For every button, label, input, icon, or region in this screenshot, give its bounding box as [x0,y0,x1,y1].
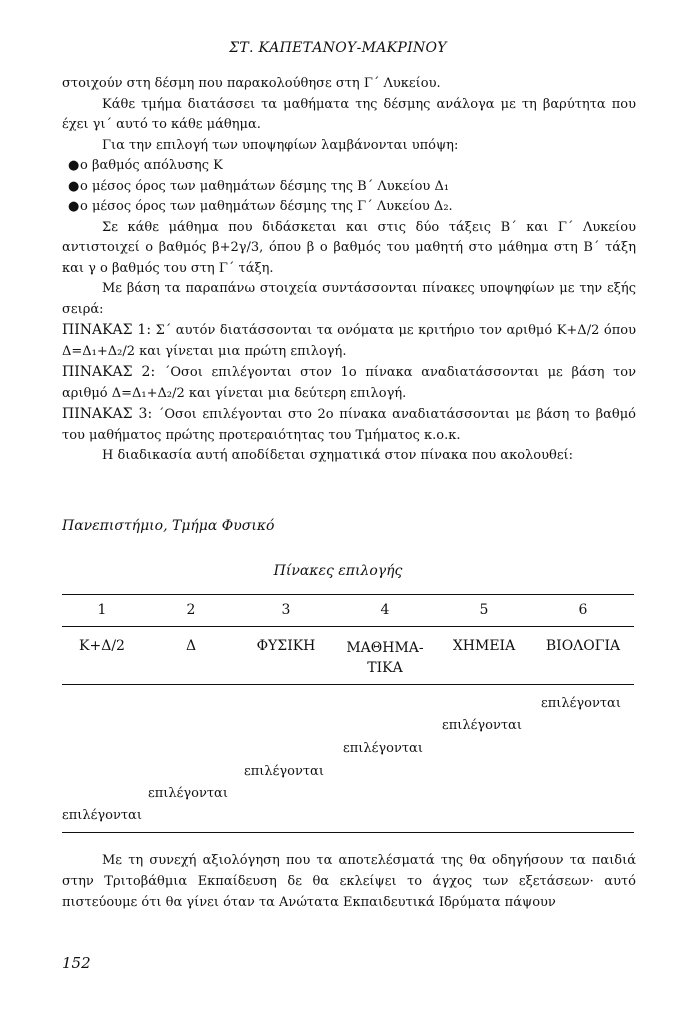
bullet-icon: ● [68,158,80,173]
column-header: ΧΗΜΕΙΑ [452,638,516,654]
column-number: 5 [479,602,489,618]
table-list-text: ΄Οσοι επιλέγονται στον 1ο πίνακα αναδιατάσσονται με βάση τον αριθμό Δ=Δ₁+Δ₂/2 και γίνεται μια δεύτερη επιλογή. [62,365,636,401]
paragraph: Με τη συνεχή αξιολόγηση που τα αποτελέσματά της θα οδηγήσουν τα παιδιά στην Τριτοβάθμια Εκπαίδευση δε θα εκλείψει το άγχος των εξετάσεων· αυτό πιστεύουμε ότι θα γίνει όταν τα Ανώτατα Εκπαιδευτικά Ιδρύματα πάψουν [62,853,636,910]
table-list-item [62,362,636,404]
column-number: 1 [97,602,107,618]
bullet-item [62,156,636,177]
column-header: ΒΙΟΛΟΓΙΑ [545,638,621,654]
column-number: 4 [380,602,390,618]
table-bottom-rule [62,832,634,833]
column-header: Δ [185,638,197,654]
table-body-rule [62,684,634,685]
table-header-rule [62,626,634,627]
paragraph: Σε κάθε μάθημα που διδάσκεται και στις δύο τάξεις Β΄ και Γ΄ Λυκείου αντιστοιχεί ο βαθμός β+2γ/3, όπου β ο βαθμός του μαθητή στο μάθημα στη Β΄ τάξη και γ ο βαθμός του στη Γ΄ τάξη. [62,219,636,276]
column-header: ΦΥΣΙΚΗ [256,638,316,654]
selected-label: επιλέγονται [541,696,621,711]
paragraph: Η διαδικασία αυτή αποδίδεται σχηματικά στον πίνακα που ακολουθεί: [102,448,574,463]
table-list-label: ΠΙΝΑΚΑΣ 3: [62,406,153,422]
bullet-text: ο μέσος όρος των μαθημάτων δέσμης της Β΄ Λυκείου Δ₁ [80,178,450,194]
table-list-item [62,404,636,446]
column-header: Κ+Δ/2 [79,638,125,654]
page-number: 152 [62,954,91,972]
paragraph: Για την επιλογή των υποψηφίων λαμβάνονται υπόψη: [102,137,459,153]
table-caption: Πανεπιστήμιο, Τμήμα Φυσικό [62,518,275,534]
bullet-text: ο μέσος όρος των μαθημάτων δέσμης της Γ΄ Λυκείου Δ₂. [80,199,453,214]
bullet-item [62,197,636,218]
column-number: 2 [186,602,196,618]
closing-text [62,850,636,913]
table-list-item [62,320,636,362]
selected-label: επιλέγονται [343,741,423,756]
bullet-icon: ● [68,178,80,194]
bullet-text: ο βαθμός απόλυσης Κ [80,158,223,173]
column-number: 6 [578,602,588,618]
selected-label: επιλέγονται [62,808,142,823]
column-header: ΜΑΘΗΜΑ- ΤΙΚΑ [346,640,424,676]
bullet-icon: ● [68,199,80,214]
paragraph: Με βάση τα παραπάνω στοιχεία συντάσσονται πίνακες υποψηφίων με την εξής σειρά: [62,281,636,317]
table-list-text: Σ΄ αυτόν διατάσσονται τα ονόματα με κριτήριο τον αριθμό Κ+Δ/2 όπου Δ=Δ₁+Δ₂/2 και γίνεται μια πρώτη επιλογή. [62,323,636,359]
table-top-rule [62,594,634,595]
paragraph: Κάθε τμήμα διατάσσει τα μαθήματα της δέσμης ανάλογα με τη βαρύτητα που έχει γι΄ αυτό το κάθε μάθημα. [62,96,636,132]
table-list-text: ΄Οσοι επιλέγονται στο 2ο πίνακα αναδιατάσσονται με βάση το βαθμό του μαθήματος πρώτης προτεραιότητας του Τμήματος κ.ο.κ. [62,407,636,443]
paragraph: στοιχούν στη δέσμη που παρακολούθησε στη Γ΄ Λυκείου. [62,76,441,91]
running-head: ΣΤ. ΚΑΠΕΤΑΝΟΥ-ΜΑΚΡΙΝΟΥ [229,40,447,56]
selected-label: επιλέγονται [148,786,228,801]
table-title: Πίνακες επιλογής [273,563,403,579]
table-list-label: ΠΙΝΑΚΑΣ 2: [62,364,156,380]
selected-label: επιλέγονται [442,718,522,733]
bullet-item [62,177,636,198]
table-list-label: ΠΙΝΑΚΑΣ 1: [62,322,152,338]
selected-label: επιλέγονται [244,764,324,779]
body-text [62,74,636,467]
column-number: 3 [281,602,291,618]
